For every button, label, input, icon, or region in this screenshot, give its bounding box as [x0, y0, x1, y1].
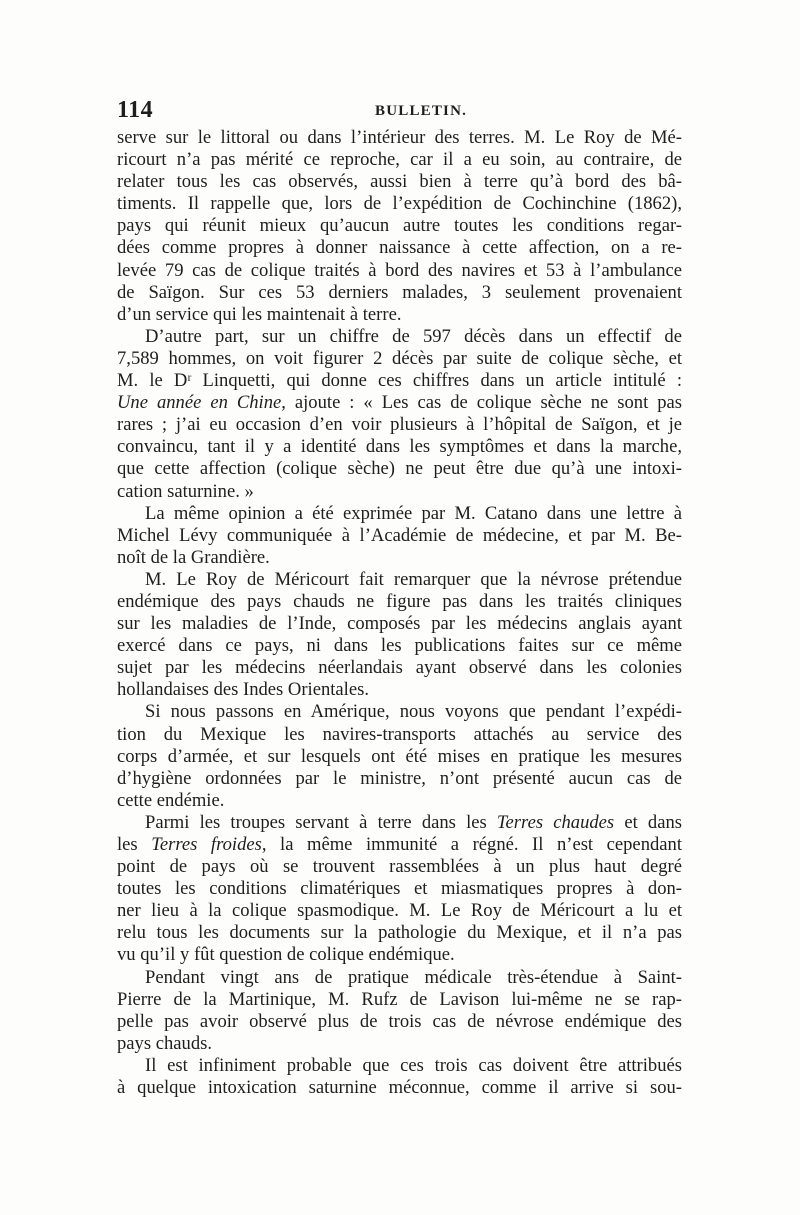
text-line: ner lieu à la colique spasmodique. M. Le Roy de Méricourt a lu et	[117, 900, 682, 922]
text-line: ricourt n’a pas mérité ce reproche, car il a eu soin, au contraire, de	[117, 149, 682, 171]
text-line: pays qui réunit mieux qu’aucun autre toutes les conditions regar-	[117, 215, 682, 237]
page-header	[117, 96, 682, 126]
text-line: cation saturnine. »	[117, 480, 254, 502]
text-line: à quelque intoxication saturnine méconnue, comme il arrive si sou-	[117, 1077, 682, 1099]
text-line: pelle pas avoir observé plus de trois cas de névrose endémique des	[117, 1010, 682, 1032]
text-line: Si nous passons en Amérique, nous voyons que pendant l’expédi-	[145, 701, 682, 723]
text-line: d’un service qui les maintenait à terre.	[117, 303, 402, 325]
text-line: La même opinion a été exprimée par M. Catano dans une lettre à	[145, 502, 682, 524]
text-line: sur les maladies de l’Inde, composés par les médecins anglais ayant	[117, 613, 682, 635]
text-line: relater tous les cas observés, aussi bien à terre qu’à bord des bâ-	[117, 171, 682, 193]
body-text	[117, 127, 682, 1099]
text-line: Pierre de la Martinique, M. Rufz de Lavison lui-même ne se rap-	[117, 988, 682, 1010]
text-line: d’hygiène ordonnées par le ministre, n’ont présenté aucun cas de	[117, 767, 682, 789]
text-line: les Terres froides, la même immunité a régné. Il n’est cependant	[117, 834, 682, 855]
text-line: Michel Lévy communiquée à l’Académie de médecine, et par M. Be-	[117, 524, 682, 546]
text-line: dées comme propres à donner naissance à cette affection, on a re-	[117, 237, 682, 259]
running-head: BULLETIN.	[375, 103, 468, 119]
text-line: timents. Il rappelle que, lors de l’expédition de Cochinchine (1862),	[117, 193, 682, 215]
text-line: exercé dans ce pays, ni dans les publications faites sur ce même	[117, 635, 682, 657]
text-line: sujet par les médecins néerlandais ayant observé dans les colonies	[117, 657, 682, 679]
text-line: rares ; j’ai eu occasion d’en voir plusieurs à l’hôpital de Saïgon, et je	[117, 414, 682, 436]
text-line: levée 79 cas de colique traités à bord des navires et 53 à l’ambulance	[117, 259, 682, 281]
text-line: point de pays où se trouvent rassemblées à un plus haut degré	[117, 856, 682, 878]
text-line: M. le Dʳ Linquetti, qui donne ces chiffres dans un article intitulé :	[117, 370, 682, 392]
page-number: 114	[117, 97, 154, 123]
text-line: corps d’armée, et sur lesquels ont été mises en pratique les mesures	[117, 745, 682, 767]
text-line: 7,589 hommes, on voit figurer 2 décès par suite de colique sèche, et	[117, 347, 682, 369]
text-line: endémique des pays chauds ne figure pas dans les traités cliniques	[117, 590, 682, 612]
text-line: toutes les conditions climatériques et miasmatiques propres à don-	[117, 878, 682, 900]
text-line: serve sur le littoral ou dans l’intérieur des terres. M. Le Roy de Mé-	[117, 127, 682, 148]
text-line: M. Le Roy de Méricourt fait remarquer que la névrose prétendue	[145, 568, 682, 590]
text-line: pays chauds.	[117, 1032, 213, 1054]
text-line: D’autre part, sur un chiffre de 597 décès dans un effectif de	[145, 325, 682, 347]
text-line: Parmi les troupes servant à terre dans les Terres chaudes et dans	[145, 811, 683, 833]
text-line: que cette affection (colique sèche) ne peut être due qu’à une intoxi-	[117, 458, 682, 480]
text-line-italic-title: Une année en Chine, ajoute : « Les cas de colique sèche ne sont pas	[117, 392, 682, 414]
text-line: de Saïgon. Sur ces 53 derniers malades, 3 seulement provenaient	[117, 281, 682, 303]
text-line: relu tous les documents sur la pathologie du Mexique, et il n’a pas	[117, 922, 682, 944]
text-line: tion du Mexique les navires-transports attachés au service des	[117, 723, 682, 745]
text-line: Il est infiniment probable que ces trois cas doivent être attribués	[145, 1054, 682, 1076]
text-line: vu qu’il y fût question de colique endémique.	[117, 944, 455, 966]
text-line: hollandaises des Indes Orientales.	[117, 679, 369, 701]
text-line: cette endémie.	[117, 789, 225, 811]
text-line: noît de la Grandière.	[117, 546, 270, 568]
text-line: Pendant vingt ans de pratique médicale très-étendue à Saint-	[145, 966, 682, 988]
text-line: convaincu, tant il y a identité dans les symptômes et dans la marche,	[117, 436, 682, 458]
